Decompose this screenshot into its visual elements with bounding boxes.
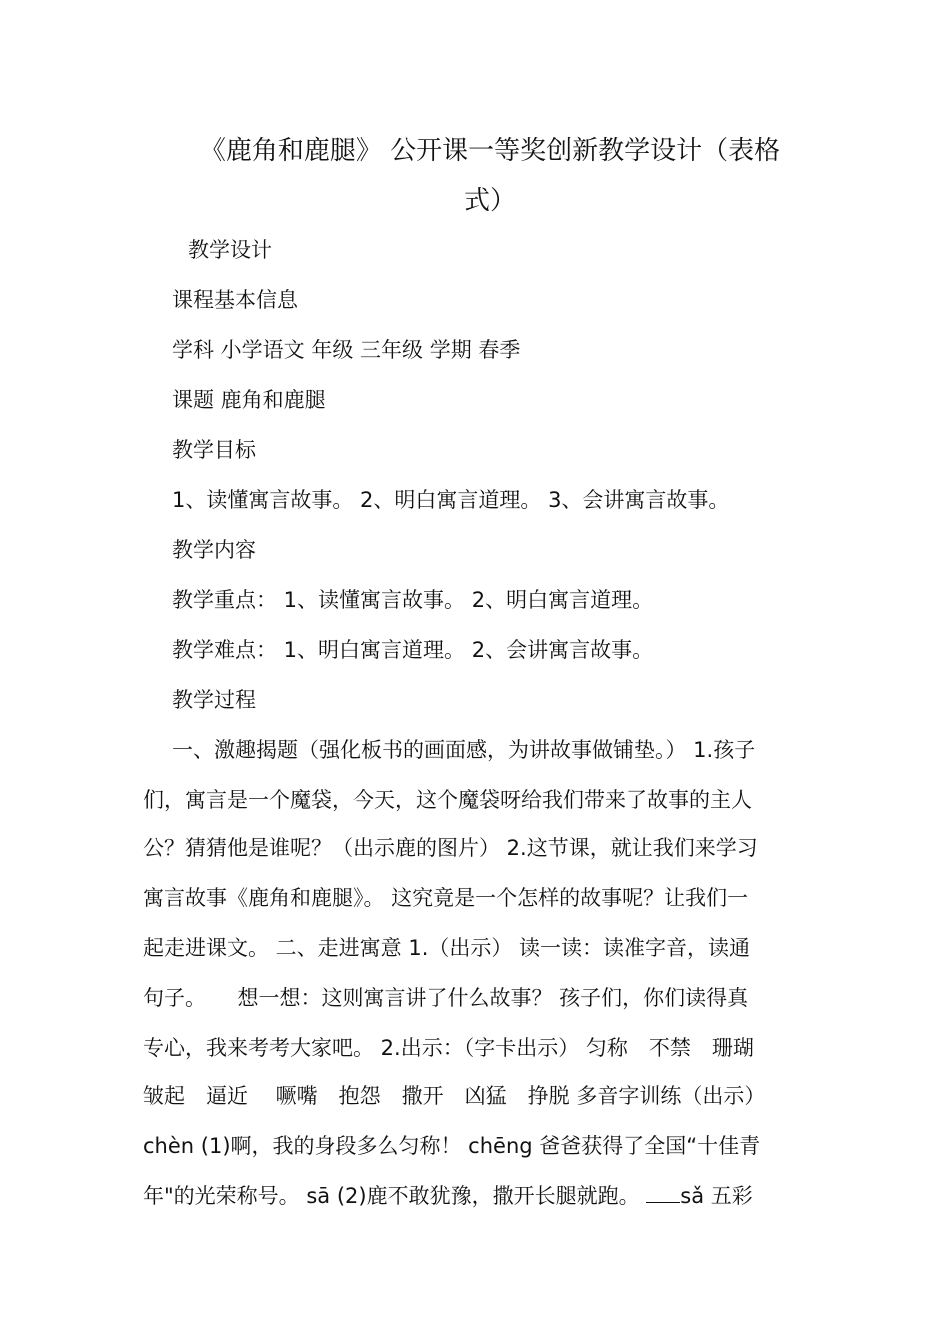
process-line-10-text: 年"的光荣称号。 sā (2)鹿不敢犹豫，撒开长腿就跑。	[143, 1184, 640, 1208]
process-line-2: 们，寓言是一个魔袋，今天，这个魔袋呀给我们带来了故事的主人	[143, 788, 752, 812]
process-line-10	[143, 1182, 808, 1210]
process-heading: 教学过程	[172, 688, 256, 712]
objectives-text: 1、读懂寓言故事。 2、明白寓言道理。 3、会讲寓言故事。	[172, 488, 730, 512]
section-basic-info: 课程基本信息	[172, 288, 298, 312]
page-title-line-2: 式）	[463, 186, 516, 216]
page-title-line-1: 《鹿角和鹿腿》 公开课一等奖创新教学设计（表格	[199, 136, 781, 166]
process-line-3: 公？猜猜他是谁呢？（出示鹿的图片） 2.这节课，就让我们来学习	[143, 836, 758, 860]
section-design: 教学设计	[188, 238, 272, 262]
process-line-10-end: sǎ 五彩	[680, 1184, 753, 1208]
process-line-6: 句子。 想一想：这则寓言讲了什么故事？ 孩子们，你们读得真	[143, 986, 749, 1010]
process-line-8: 皱起 逼近 噘嘴 抱怨 撒开 凶猛 挣脱 多音字训练（出示）	[143, 1084, 766, 1108]
process-line-1: 一、激趣揭题（强化板书的画面感，为讲故事做铺垫。） 1.孩子	[172, 738, 756, 762]
content-heading: 教学内容	[172, 538, 256, 562]
process-line-4: 寓言故事《鹿角和鹿腿》。 这究竟是一个怎样的故事呢？让我们一	[143, 886, 749, 910]
process-line-9: chèn (1)啊，我的身段多么匀称！ chēng 爸爸获得了全国“十佳青	[143, 1134, 761, 1158]
topic-row: 课题 鹿角和鹿腿	[172, 388, 326, 412]
process-line-7: 专心，我来考考大家吧。 2.出示：（字卡出示） 匀称 不禁 珊瑚	[143, 1036, 754, 1060]
objectives-heading: 教学目标	[172, 438, 256, 462]
fill-in-blank	[646, 1182, 680, 1203]
subject-row: 学科 小学语文 年级 三年级 学期 春季	[172, 338, 521, 362]
difficult-points: 教学难点： 1、明白寓言道理。 2、会讲寓言故事。	[172, 638, 654, 662]
key-points: 教学重点： 1、读懂寓言故事。 2、明白寓言道理。	[172, 588, 654, 612]
process-line-5: 起走进课文。 二、走进寓意 1.（出示） 读一读：读准字音，读通	[143, 936, 751, 960]
